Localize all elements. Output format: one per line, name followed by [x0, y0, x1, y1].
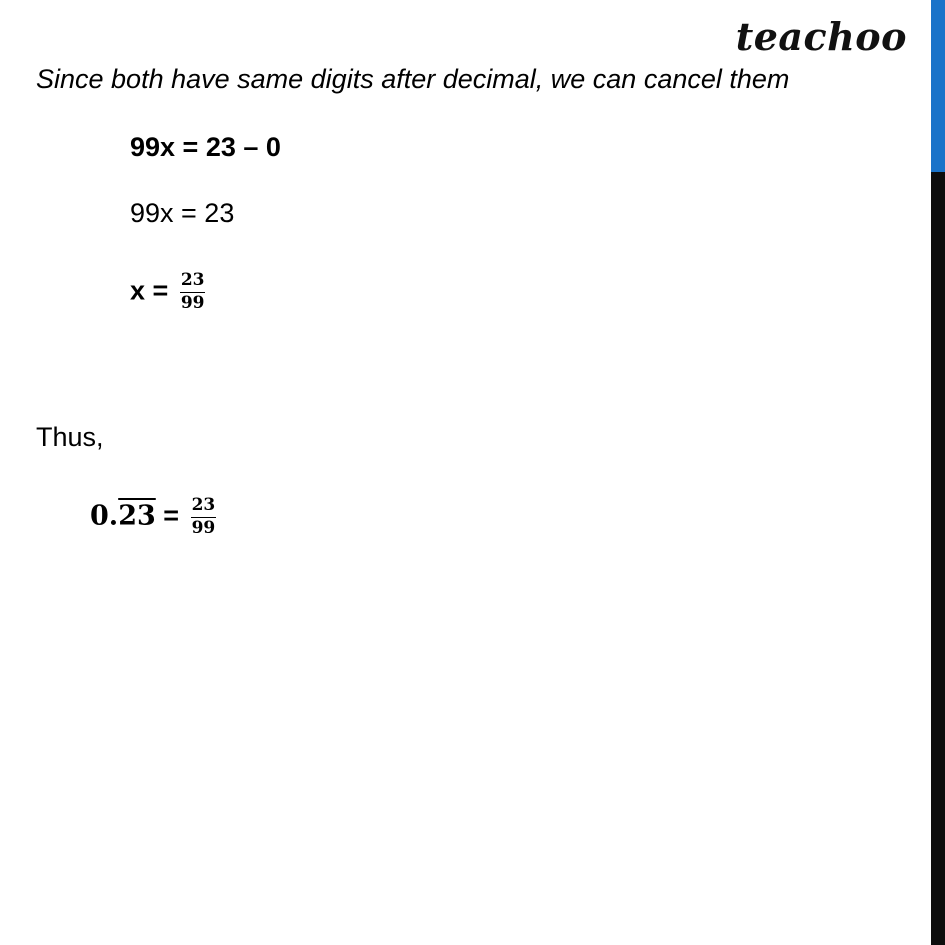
fraction-23-over-99: [180, 272, 206, 313]
final-fraction-23-over-99: [191, 497, 217, 538]
equation-x-lhs: x =: [130, 275, 169, 306]
final-whole-part: 0.: [90, 500, 119, 532]
side-scroll-track[interactable]: [931, 0, 945, 945]
fraction-numerator: 23: [180, 272, 206, 293]
final-fraction-denominator: 99: [191, 517, 216, 538]
thus-text: Thus,: [36, 422, 104, 452]
side-scroll-thumb[interactable]: [931, 0, 945, 172]
fraction-denominator: 99: [180, 292, 205, 313]
final-equals-sign: =: [163, 500, 180, 531]
equation-x-eq-fraction: [130, 272, 205, 313]
equation-99x-eq-23: 99x = 23: [130, 198, 235, 228]
final-result: [90, 497, 216, 538]
final-repeating-digits: 23: [118, 500, 156, 532]
teachoo-logo: teachoo: [735, 14, 907, 59]
intro-text: Since both have same digits after decimal, we can cancel them: [36, 64, 790, 94]
final-fraction-numerator: 23: [191, 497, 217, 518]
equation-99x-eq-23-minus-0: 99x = 23 – 0: [130, 132, 281, 162]
